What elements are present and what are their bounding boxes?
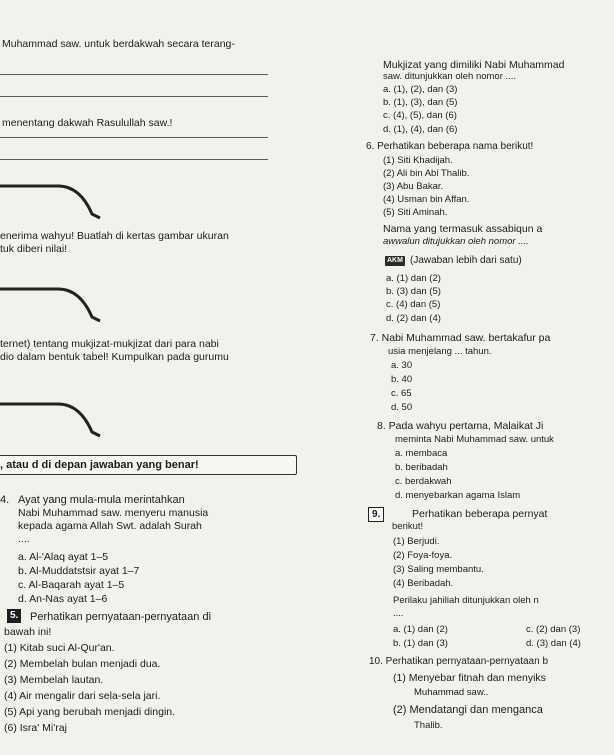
- q6-item: (1) Siti Khadijah.: [383, 155, 453, 166]
- q6-line-3: awwalun ditujukkan oleh nomor ....: [383, 236, 529, 247]
- q10-item-1: (1) Menyebar fitnah dan menyiks: [393, 672, 546, 684]
- q4-line-3: kepada agama Allah Swt. adalah Surah: [18, 520, 202, 532]
- q5-item: (5) Api yang berubah menjadi dingin.: [4, 706, 176, 718]
- prev-q-line-2: saw. ditunjukkan oleh nomor ....: [383, 71, 517, 82]
- q5-item: (3) Membelah lautan.: [4, 674, 104, 686]
- q9-line-1: Perhatikan beberapa pernyat: [412, 508, 548, 520]
- q7-option-d[interactable]: d. 50: [391, 402, 413, 413]
- q7-option-c[interactable]: c. 65: [391, 388, 412, 399]
- q4-number: 4.: [0, 494, 10, 506]
- prev-q-option-b[interactable]: b. (1), (3), dan (5): [383, 97, 458, 108]
- q5-item: (4) Air mengalir dari sela-sela jari.: [4, 690, 161, 702]
- q6-option-c[interactable]: c. (4) dan (5): [386, 299, 441, 310]
- q9-option-c[interactable]: c. (2) dan (3): [526, 624, 581, 635]
- q8-line-1: 8. Pada wahyu pertama, Malaikat Ji: [377, 420, 544, 432]
- q6-line-2: Nama yang termasuk assabiqun a: [383, 223, 543, 235]
- q4-dots: ....: [18, 533, 30, 545]
- q4-option-a[interactable]: a. Al-'Alaq ayat 1–5: [18, 551, 109, 563]
- q9-item: (4) Beribadah.: [393, 578, 454, 589]
- q8-option-a[interactable]: a. membaca: [395, 448, 448, 459]
- q5-number: 5.: [7, 609, 21, 623]
- q9-item: (2) Foya-foya.: [393, 550, 453, 561]
- answer-line: [0, 137, 268, 138]
- task-1-text: menentang dakwah Rasulullah saw.!: [2, 117, 173, 129]
- q9-line-3: Perilaku jahiliah ditunjukkan oleh n: [393, 595, 539, 606]
- page-decoration-curve: [0, 281, 105, 325]
- q9-option-d[interactable]: d. (3) dan (4): [526, 638, 581, 649]
- q7-option-b[interactable]: b. 40: [391, 374, 413, 385]
- q9-option-a[interactable]: a. (1) dan (2): [393, 624, 448, 635]
- task-2-text: enerima wahyu! Buatlah di kertas gambar ukuran: [0, 230, 229, 242]
- q4-line-2: Nabi Muhammad saw. menyeru manusia: [18, 507, 209, 519]
- page-decoration-curve: [0, 178, 105, 222]
- answer-line: [0, 74, 268, 75]
- q10-item-2-cont: Thalib.: [414, 720, 443, 731]
- q9-line-2: berikut!: [392, 521, 424, 532]
- task-2-text-cont: tuk diberi nilai!: [0, 243, 68, 255]
- q4-option-d[interactable]: d. An-Nas ayat 1–6: [18, 593, 108, 605]
- q4-line-1: Ayat yang mula-mula merintahkan: [18, 494, 185, 506]
- q5-item: (6) Isra' Mi'raj: [4, 722, 67, 734]
- instruction-text: , atau d di depan jawaban yang benar!: [0, 459, 199, 471]
- q8-line-2: meminta Nabi Muhammad saw. untuk: [395, 434, 554, 445]
- q10-line-1: 10. Perhatikan pernyataan-pernyataan b: [369, 656, 549, 667]
- prev-q-option-a[interactable]: a. (1), (2), dan (3): [383, 84, 458, 95]
- q8-option-d[interactable]: d. menyebarkan agama Islam: [395, 490, 521, 501]
- q8-option-b[interactable]: b. beribadah: [395, 462, 448, 473]
- prev-q-option-c[interactable]: c. (4), (5), dan (6): [383, 110, 457, 121]
- akm-badge: AKM: [387, 257, 403, 264]
- answer-line: [0, 96, 268, 97]
- q5-item: (2) Membelah bulan menjadi dua.: [4, 658, 161, 670]
- q6-note: (Jawaban lebih dari satu): [410, 255, 522, 266]
- task-3-text: ternet) tentang mukjizat-mukjizat dari para nabi: [0, 338, 219, 350]
- q7-line-2: usia menjelang ... tahun.: [388, 346, 492, 357]
- instruction-box: [0, 455, 297, 475]
- q10-item-1-cont: Muhammad saw..: [414, 687, 489, 698]
- q4-option-c[interactable]: c. Al-Baqarah ayat 1–5: [18, 579, 125, 591]
- q5-line-1: Perhatikan pernyataan-pernyataan di: [30, 611, 212, 623]
- q6-option-d[interactable]: d. (2) dan (4): [386, 313, 441, 324]
- answer-line: [0, 159, 268, 160]
- intro-text: Muhammad saw. untuk berdakwah secara terang-: [2, 38, 235, 50]
- q8-option-c[interactable]: c. berdakwah: [395, 476, 452, 487]
- q6-line-1: 6. Perhatikan beberapa nama berikut!: [366, 141, 534, 152]
- q6-item: (4) Usman bin Affan.: [383, 194, 470, 205]
- q7-line-1: 7. Nabi Muhammad saw. bertakafur pa: [370, 332, 551, 344]
- q4-option-b[interactable]: b. Al-Muddatstsir ayat 1–7: [18, 565, 140, 577]
- q5-item: (1) Kitab suci Al-Qur'an.: [4, 642, 115, 654]
- q5-line-2: bawah ini!: [4, 626, 52, 638]
- q6-item: (3) Abu Bakar.: [383, 181, 444, 192]
- q6-item: (5) Siti Aminah.: [383, 207, 448, 218]
- q9-item: (1) Berjudi.: [393, 536, 440, 547]
- q9-option-b[interactable]: b. (1) dan (3): [393, 638, 448, 649]
- page-decoration-curve: [0, 396, 105, 440]
- task-3-text-cont: dio dalam bentuk tabel! Kumpulkan pada gurumu: [0, 351, 229, 363]
- q7-option-a[interactable]: a. 30: [391, 360, 413, 371]
- q9-number: 9.: [368, 507, 384, 522]
- q6-option-a[interactable]: a. (1) dan (2): [386, 273, 441, 284]
- q9-item: (3) Saling membantu.: [393, 564, 484, 575]
- q9-dots: ....: [393, 608, 404, 619]
- q6-option-b[interactable]: b. (3) dan (5): [386, 286, 441, 297]
- prev-q-option-d[interactable]: d. (1), (4), dan (6): [383, 124, 458, 135]
- prev-q-line-1: Mukjizat yang dimiliki Nabi Muhammad: [383, 59, 565, 71]
- q6-item: (2) Ali bin Abi Thalib.: [383, 168, 470, 179]
- q10-item-2: (2) Mendatangi dan menganca: [393, 704, 543, 716]
